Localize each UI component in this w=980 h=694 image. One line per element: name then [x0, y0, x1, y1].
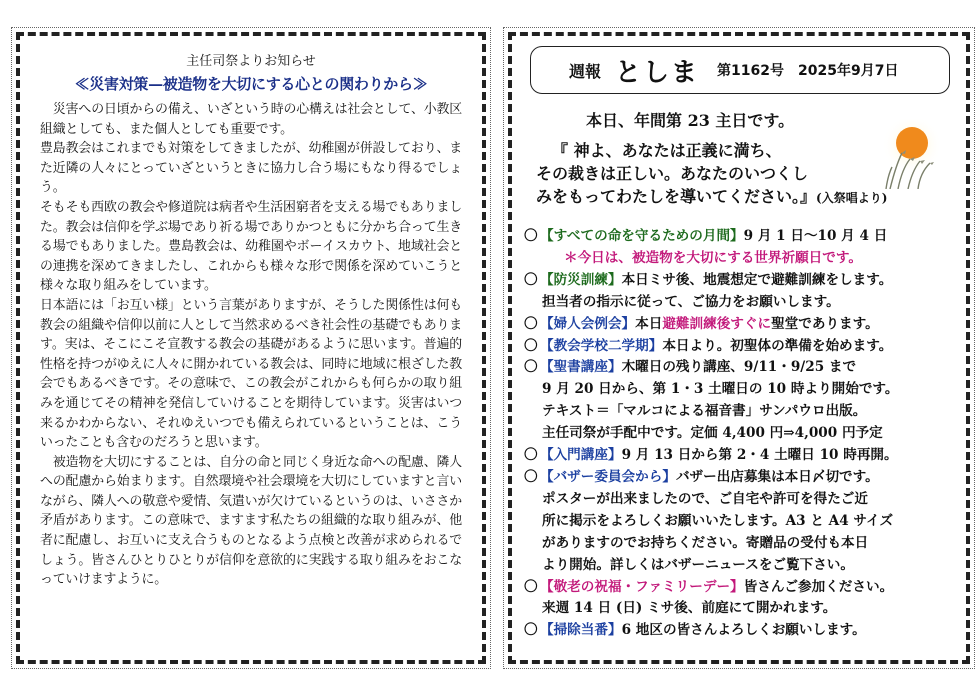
psalm-line: 『 神よ、あなたは正義に満ち、: [552, 141, 782, 160]
bullet-circle-icon: 〇: [524, 468, 538, 485]
bullet-circle-icon: 〇: [524, 578, 538, 595]
bulletin-name: としま: [615, 57, 700, 88]
week-line: 本日、年間第 23 主日です。: [586, 111, 795, 130]
list-item: [524, 577, 956, 599]
issue-date: 2025年9月7日: [798, 63, 899, 79]
article-paragraph: そもそも西欧の教会や修道院は病者や生活困窮者を支える場でもありました。教会は信仰を学ぶ場であり祈る場でありかつともに分かち合って生きる場でもありました。豊島教会は、幼稚園やボーイスカウト、地域社会との連携を深めてきましたし、これからも様々な形で関係を深めていこうと様々な取り組みをしています。: [40, 199, 462, 294]
notice-tag: 【すべての命を守るための月間】: [540, 228, 744, 244]
bullet-circle-icon: 〇: [524, 315, 538, 332]
notice-tag: 【入門講座】: [540, 447, 622, 464]
bulletin-panel: [508, 32, 970, 664]
notice-text: バザー出店募集は本日〆切です。: [675, 468, 879, 485]
article-paragraph: 災害への日頃からの備え、いざという時の心構えは社会として、小教区組織としても、また個人としても重要です。: [40, 102, 462, 137]
article-paragraph: 豊島教会はこれまでも対策をしてきましたが、幼稚園が併設しており、また近隣の人々にとっていざというときに協力し合う場にもなり得るでしょう。: [40, 141, 462, 196]
notice-tag: 【婦人会例会】: [540, 315, 636, 332]
notice-continuation: がありますのでお持ちください。寄贈品の受付も本日: [542, 534, 869, 551]
notice-tag: 【掃除当番】: [540, 622, 622, 639]
issue-number: 第1162号: [717, 63, 784, 79]
notice-continuation: 所に掲示をよろしくお願いいたします。A3 と A4 サイズ: [542, 512, 894, 529]
notice-heading: 主任司祭よりお知らせ: [186, 54, 316, 69]
notice-continuation: 主任司祭が手配中です。定価 4,400 円⇒4,000 円予定: [542, 425, 883, 442]
article-paragraph: 日本語には「お互い様」という言葉がありますが、そうした関係性は何も教会の組織や信仰以前に人として当然求めるべき社会性の基礎でもあります。実は、そこにこそ宣教する教会の基礎があるように思います。普遍的性格を持つがゆえに人々に開かれている教会は、同時に地域に根ざした教会でもあるべきです。その意味で、この教会がこれからも何らかの取り組みを通じてその精神を発信していけることを期待しています。災害はいつ来るかわからない、それゆえいつでも備えられているということは、こういったことも含むのだろうと思います。: [40, 297, 462, 451]
bullet-circle-icon: 〇: [524, 337, 538, 354]
bullet-circle-icon: 〇: [524, 359, 538, 376]
psalm-line: その裁きは正しい。あなたのいつくし: [536, 164, 809, 183]
notice-tag: 【バザー委員会から】: [540, 468, 676, 485]
notice-text: 皆さんご参加ください。: [743, 578, 894, 595]
bullet-circle-icon: 〇: [524, 271, 538, 288]
notice-text: 6 地区の皆さんよろしくお願いします。: [621, 622, 866, 639]
article-paragraph: 被造物を大切にすることは、自分の命と同じく身近な命への配慮、隣人への配慮から始まります。自然環境や社会環境を大切にしていますと言いながら、隣人への敬意や愛情、気遣いが欠けているというのは、いささか矛盾があります。この意味で、ますます私たちの組織的な取り組みが、他者に配慮し、お互いに支え合うものとなるよう点検と改善が求められるでしょう。皆さんひとりひとりが信仰を意欲的に実践する取り組みをおこなっていけますように。: [40, 454, 462, 588]
notice-text: 本日: [635, 315, 663, 332]
bulletin-header: [530, 46, 950, 94]
bullet-circle-icon: 〇: [524, 447, 538, 464]
notice-panel: [16, 32, 486, 664]
notice-continuation: 担当者の指示に従って、ご協力をお願いします。: [542, 293, 840, 310]
bullet-circle-icon: 〇: [524, 622, 538, 639]
notice-text: 本日ミサ後、地震想定で避難訓練をします。: [621, 271, 893, 288]
notice-list: [524, 226, 956, 642]
list-item: [524, 620, 956, 642]
notice-text: 本日より。初聖体の準備を始めます。: [662, 337, 893, 354]
list-item: [524, 270, 956, 292]
notice-highlight: 避難訓練後すぐに: [662, 315, 772, 332]
list-item: [524, 226, 956, 248]
psalm-line: みをもってわたしを導いてください。』: [536, 187, 817, 206]
psalm-quote: [524, 139, 956, 210]
notice-continuation: 来週 14 日 (日) ミサ後、前庭にて開かれます。: [542, 600, 837, 617]
notice-continuation: 9 月 20 日から、第 1・3 土曜日の 10 時より開始です。: [542, 381, 899, 398]
notice-tag: 【防災訓練】: [540, 271, 622, 288]
notice-text: 聖堂であります。: [771, 315, 879, 332]
list-item: [524, 336, 956, 358]
notice-tag: 【敬老の祝福・ファミリーデー】: [540, 578, 744, 595]
notice-sub: ＊今日は、被造物を大切にする世界祈願日です。: [564, 249, 862, 266]
list-item: [524, 314, 956, 336]
list-item: [524, 445, 956, 467]
notice-text: 木曜日の残り講座、9/11・9/25 まで: [621, 359, 857, 376]
bullet-circle-icon: 〇: [524, 228, 538, 244]
psalm-source: (入祭唱より): [816, 191, 888, 205]
article-title: ≪災害対策—被造物を大切にする心との関わりから≫: [74, 75, 428, 93]
sunset-grass-icon: [872, 119, 948, 189]
list-item: [524, 467, 956, 489]
notice-continuation: より開始。詳しくはバザーニュースをご覧下さい。: [542, 556, 854, 573]
notice-text: 9 月 13 日から第 2・4 土曜日 10 時再開。: [621, 447, 898, 464]
notice-tag: 【聖書講座】: [540, 359, 622, 376]
notice-continuation: ポスターが出来ましたので、ご自宅や許可を得たご近: [542, 490, 868, 507]
notice-tag: 【教会学校二学期】: [540, 337, 663, 354]
list-item: [524, 357, 956, 379]
bulletin-label: 週報: [569, 61, 602, 81]
notice-continuation: テキスト＝「マルコによる福音書」サンパウロ出版。: [542, 403, 867, 420]
notice-text: 9 月 1 日～10 月 4 日: [743, 228, 888, 244]
